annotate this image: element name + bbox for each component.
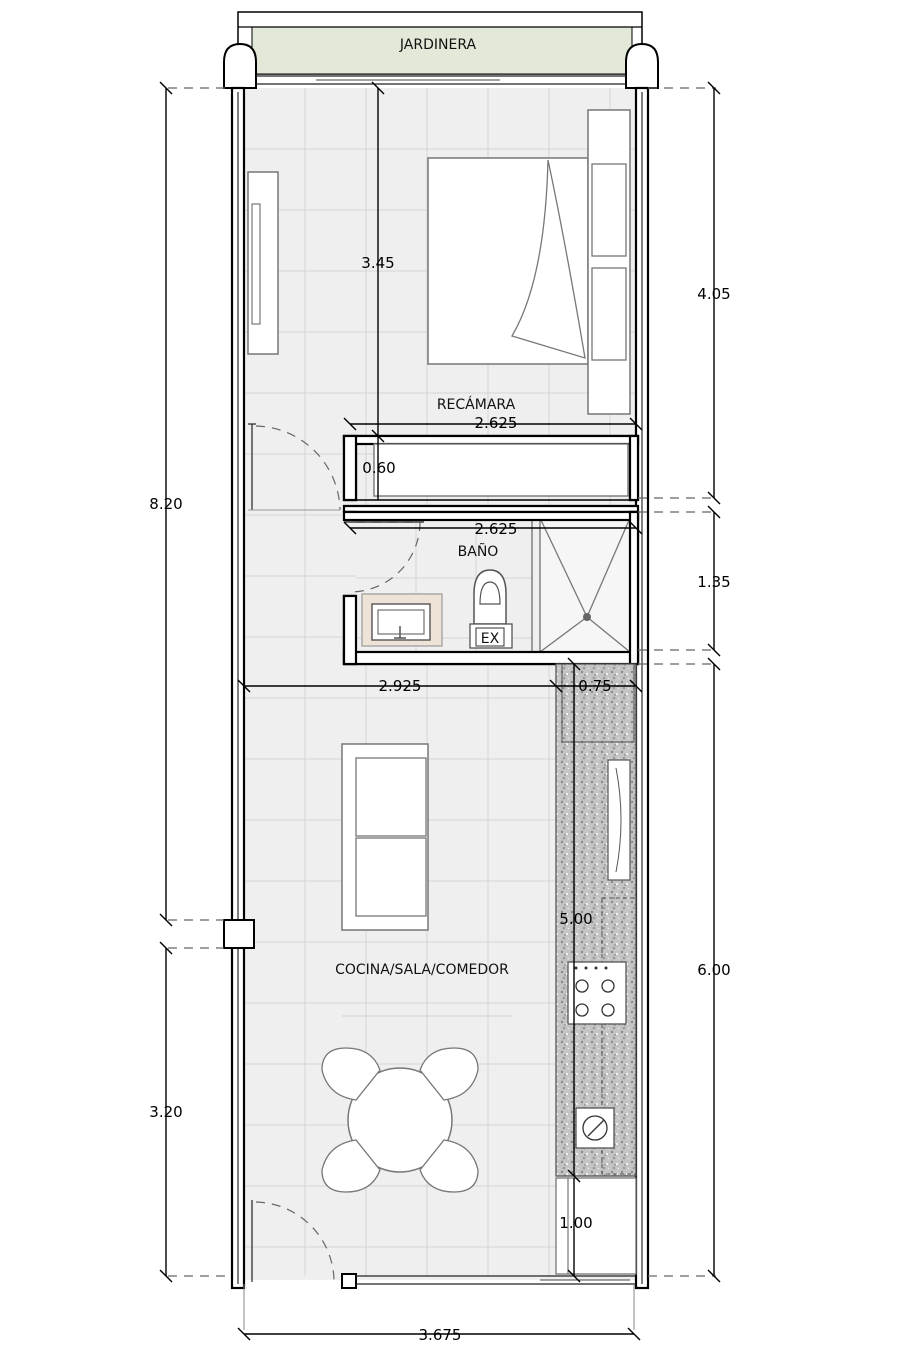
- planter-label: JARDINERA: [399, 37, 477, 53]
- nightstand-2: [592, 268, 626, 360]
- shower-drain-icon: [583, 613, 591, 621]
- dim-pantry: 1.00: [559, 1214, 593, 1232]
- dim-total-height: 8.20: [149, 495, 183, 513]
- dim-bath-width: 2.625: [474, 520, 518, 538]
- extractor-label: EX: [480, 631, 500, 647]
- shower-area: [540, 518, 630, 652]
- washer-icon: [576, 1108, 614, 1148]
- sofa: [342, 744, 428, 930]
- column-right: [626, 44, 658, 88]
- door-post: [342, 1274, 356, 1288]
- dim-total-width: 3.675: [418, 1326, 462, 1344]
- dim-counter-length: 5.00: [559, 910, 593, 928]
- dim-living-width: 2.925: [378, 677, 422, 695]
- dim-front-segment: 3.20: [149, 1103, 183, 1121]
- kitchen-sink-icon: [608, 760, 630, 880]
- dim-bedroom-width: 2.625: [474, 414, 518, 432]
- stove-icon: [568, 962, 626, 1024]
- closet: [374, 444, 628, 496]
- nightstand-1: [592, 164, 626, 256]
- dim-bedroom-right: 4.05: [697, 285, 731, 303]
- column-mid: [224, 920, 254, 948]
- dim-counter-depth: 0.75: [578, 677, 612, 695]
- column-left: [224, 44, 256, 88]
- dim-living-right: 6.00: [697, 961, 731, 979]
- headboard-cabinet: [588, 110, 630, 414]
- dim-bath-right: 1.35: [697, 573, 731, 591]
- dim-closet-depth: 0.60: [362, 459, 396, 477]
- toilet-icon: [474, 570, 506, 624]
- bathroom-label: BAÑO: [457, 544, 499, 560]
- sink-icon: [372, 604, 430, 640]
- dim-bedroom-inner: 3.45: [361, 254, 395, 272]
- bedroom-label: RECÁMARA: [436, 397, 516, 413]
- living-label: COCINA/SALA/COMEDOR: [335, 962, 509, 978]
